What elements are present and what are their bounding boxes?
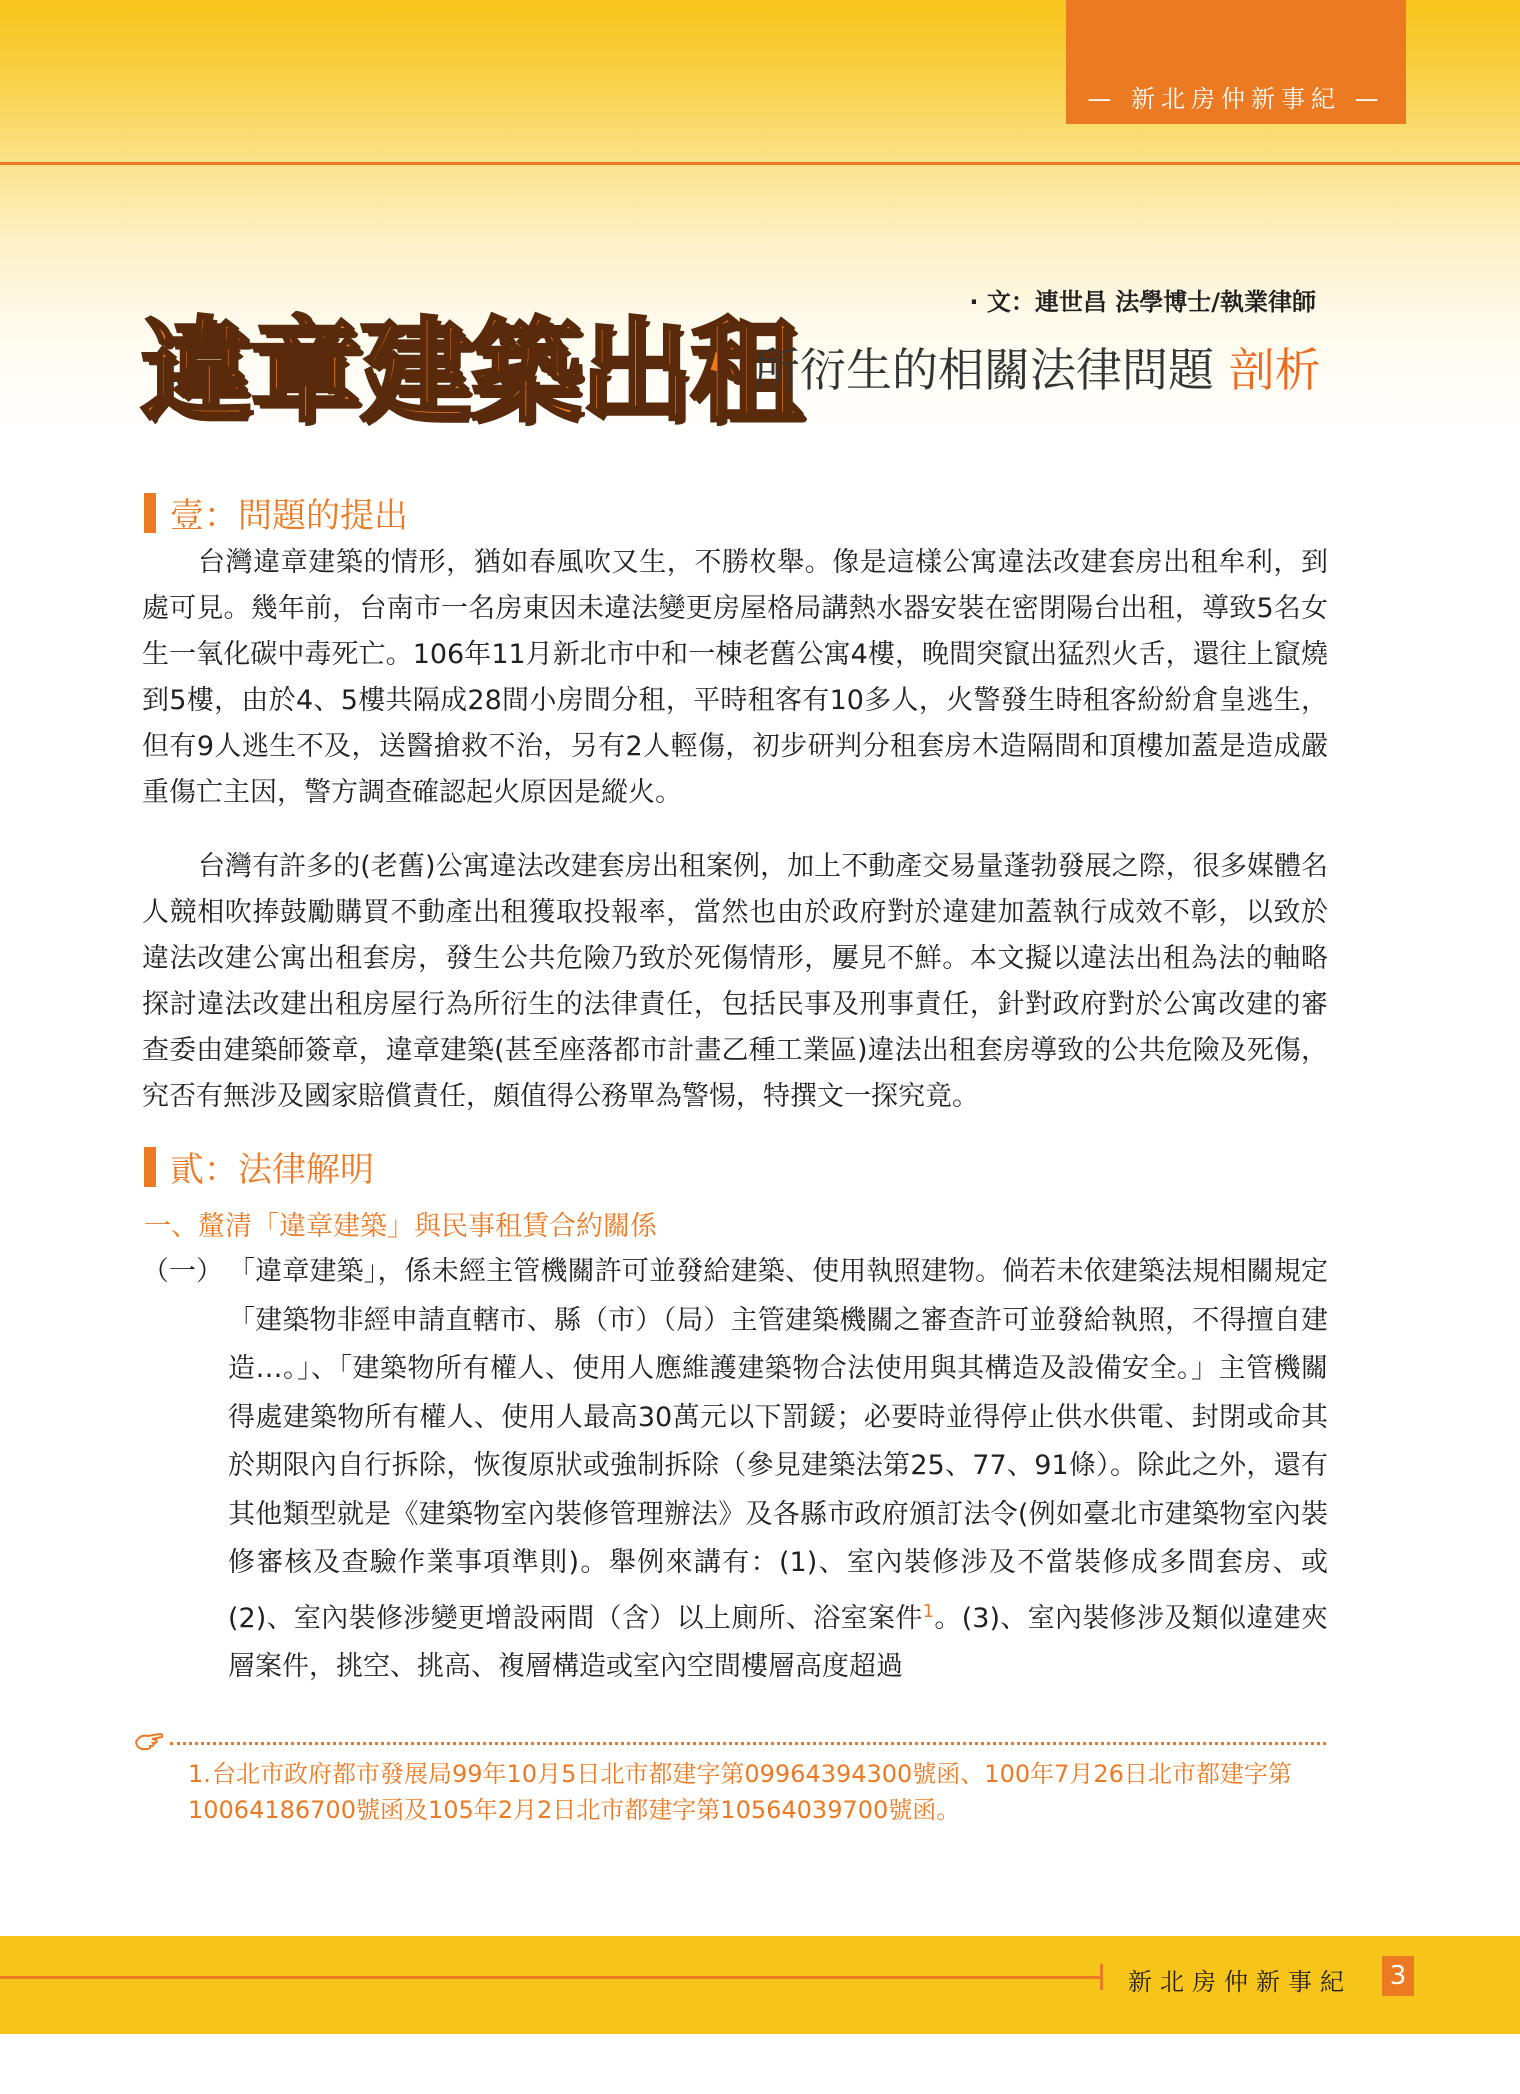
subsection-heading: 一、釐清「違章建築」與民事租賃合約關係 (144, 1211, 657, 1242)
footnote (188, 1756, 1318, 1828)
section-heading-2-text: 貳：法律解明 (170, 1150, 374, 1190)
article-title: 違章建築出租 (140, 307, 800, 437)
list-item-body (228, 1248, 1328, 1692)
article-subtitle-text: 所衍生的相關法律問題 (754, 343, 1229, 397)
list-item-text: 「違章建築」，係未經主管機關許可並發給建築、使用執照建物。倘若未依建築法規相關規定「建築物非經申請直轄市、縣（市）（局）主管建築機關之審查許可並發給執照，不得擅自建造…。」、「建築物所有權人、使用人應維護建築物合法使用與其構造及設備安全。」主管機關得處建築物所有權人、使用人最高30萬元以下罰鍰；必要時並得停止供水供電、封閉或命其於期限內自行拆除，恢復原狀或強制拆除（參見建築法第25、77、91條）。除此之外，還有其他類型就是《建築物室內裝修管理辦法》及各縣市政府頒訂法令(例如臺北市建築物室內裝修審核及查驗作業事項準則)。舉例來講有：(1)、室內裝修涉及不當裝修成多間套房、或(2)、室內裝修涉變更增設兩間（含）以上廁所、浴室案件 (228, 1256, 1328, 1634)
footnote-text: 台北市政府都市發展局99年10月5日北市都建字第09964394300號函、100年7月26日北市都建字第10064186700號函及105年2月2日北市都建字第10564039700號函。 (188, 1760, 1292, 1824)
header-rule (0, 162, 1520, 165)
article-subtitle-accent: 剖析 (1228, 343, 1321, 397)
list-item-label: （一） (142, 1256, 223, 1287)
footer-rule (0, 1976, 1100, 1979)
paragraph-2: 台灣有許多的(老舊)公寓違法改建套房出租案例，加上不動產交易量蓬勃發展之際，很多媒體名人競相吹捧鼓勵購買不動產出租獲取投報率，當然也由於政府對於違建加蓋執行成效不彰，以致於違法改建公寓出租套房，發生公共危險乃致於死傷情形，屢見不鮮。本文擬以違法出租為法的軸略探討違法改建出租房屋行為所衍生的法律責任，包括民事及刑事責任，針對政府對於公寓改建的審查委由建築師簽章，違章建築(甚至座落都市計畫乙種工業區)違法出租套房導致的公共危險及死傷，究否有無涉及國家賠償責任，頗值得公務單為警惕，特撰文一探究竟。 (142, 851, 1328, 1112)
header-tab (1066, 0, 1406, 124)
section-bar-icon (144, 1147, 156, 1187)
footnote-divider (170, 1742, 1326, 1745)
paragraph-1: 台灣違章建築的情形，猶如春風吹又生，不勝枚舉。像是這樣公寓違法改建套房出租牟利，到處可見。幾年前，台南市一名房東因未違法變更房屋格局講熱水器安裝在密閉陽台出租，導致5名女生一氧化碳中毒死亡。106年11月新北市中和一棟老舊公寓4樓，晚間突竄出猛烈火舌，還往上竄燒到5樓，由於4、5樓共隔成28間小房間分租，平時租客有10多人，火警發生時租客紛紛倉皇逃生，但有9人逃生不及，送醫搶救不治，另有2人輕傷，初步研判分租套房木造隔間和頂樓加蓋是造成嚴重傷亡主因，警方調查確認起火原因是縱火。 (142, 547, 1328, 808)
section-bar-icon (144, 493, 156, 533)
list-item (142, 1248, 1328, 1692)
hand-pointer-icon (134, 1728, 164, 1756)
footnote-number: 1. (188, 1760, 211, 1788)
section-heading-2 (144, 1142, 374, 1191)
section-heading-1 (144, 488, 408, 537)
list-item-text-end: 。(3)、室內裝修涉及類似違建夾層案件，挑空、挑高、複層構造或室內空間樓層高度超過 (228, 1602, 1328, 1682)
header-magazine-title: — 新北房仲新事紀 — (1087, 85, 1385, 113)
section-heading-1-text: 壹：問題的提出 (170, 496, 408, 536)
footer-divider (1100, 1964, 1103, 1990)
page-number: 3 (1382, 1956, 1414, 1996)
footnote-ref: 1 (922, 1600, 935, 1622)
footer-magazine-title: 新北房仲新事紀 (1128, 1968, 1352, 1996)
article-subtitle (754, 334, 1321, 400)
article-byline: · 文：連世昌 法學博士/執業律師 (969, 288, 1316, 316)
